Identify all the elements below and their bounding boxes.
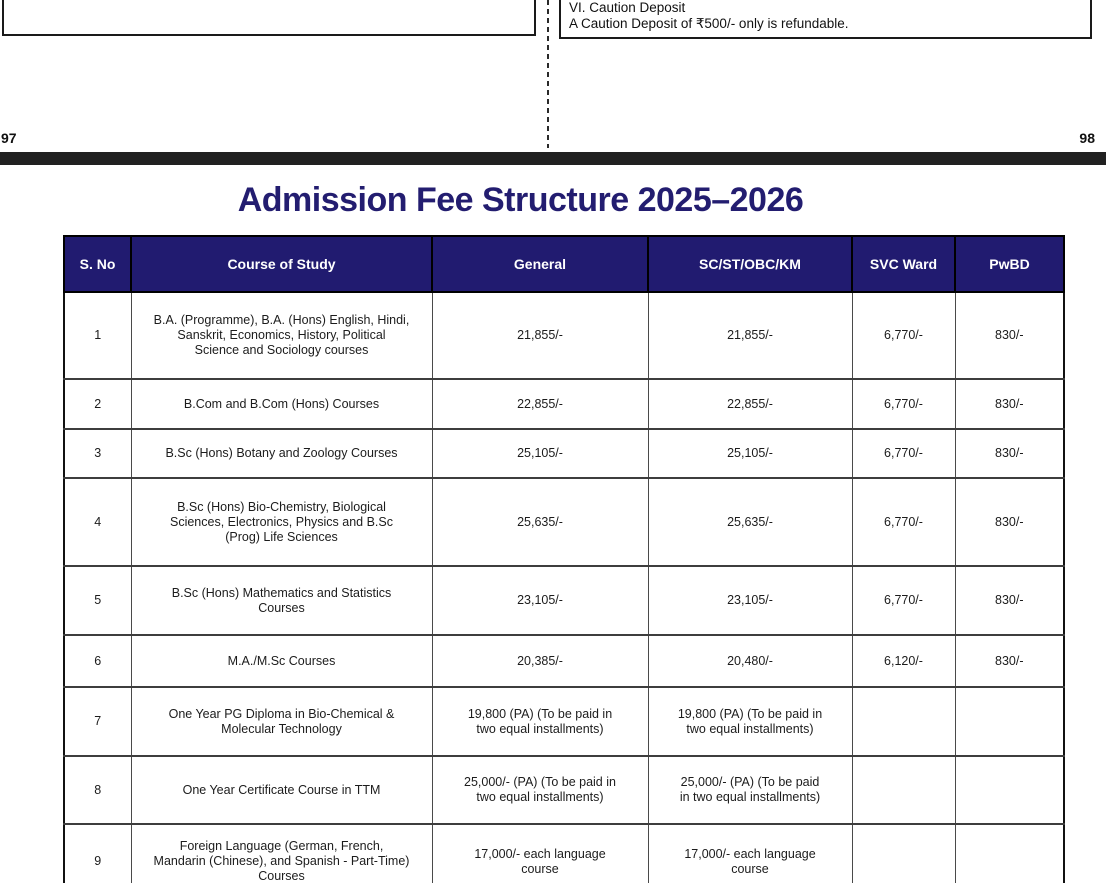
table-row: [64, 379, 1064, 429]
fee-cell: [852, 824, 955, 883]
fee-cell: 6,770/-: [852, 292, 955, 379]
page97-cropped-box: [2, 0, 536, 36]
course-cell: B.A. (Programme), B.A. (Hons) English, Hindi, Sanskrit, Economics, History, Political Science and Sociology courses: [131, 292, 432, 379]
fee-cell: 25,105/-: [648, 429, 852, 478]
caution-deposit-heading: VI. Caution Deposit: [569, 0, 686, 15]
table-row: [64, 478, 1064, 566]
caution-deposit-box: [559, 0, 1092, 39]
serial-cell: 3: [64, 429, 131, 478]
fee-cell: 25,635/-: [432, 478, 648, 566]
fee-cell: [955, 824, 1064, 883]
fee-cell: 25,105/-: [432, 429, 648, 478]
fee-cell: 830/-: [955, 478, 1064, 566]
fee-cell: 6,120/-: [852, 635, 955, 687]
course-cell: B.Sc (Hons) Botany and Zoology Courses: [131, 429, 432, 478]
serial-cell: 4: [64, 478, 131, 566]
previous-pages-strip: [0, 0, 1106, 152]
header-sc-st-obc-km: SC/ST/OBC/KM: [648, 236, 852, 292]
fee-cell: 830/-: [955, 635, 1064, 687]
page-number-98: 98: [1079, 130, 1095, 146]
fee-cell: 20,385/-: [432, 635, 648, 687]
fee-cell: 6,770/-: [852, 566, 955, 635]
serial-cell: 8: [64, 756, 131, 824]
fee-cell: [852, 687, 955, 756]
page-divider-dashed-line: [547, 0, 549, 148]
serial-cell: 9: [64, 824, 131, 883]
serial-cell: 2: [64, 379, 131, 429]
fee-cell: 19,800 (PA) (To be paid in two equal installments): [648, 687, 852, 756]
fee-cell: [955, 687, 1064, 756]
fee-cell: 830/-: [955, 292, 1064, 379]
header-s-no: S. No: [64, 236, 131, 292]
table-row: [64, 756, 1064, 824]
course-cell: B.Sc (Hons) Mathematics and Statistics Courses: [131, 566, 432, 635]
fee-table: [63, 235, 1065, 883]
course-cell: B.Sc (Hons) Bio-Chemistry, Biological Sciences, Electronics, Physics and B.Sc (Prog) Life Sciences: [131, 478, 432, 566]
header-general: General: [432, 236, 648, 292]
fee-cell: 22,855/-: [648, 379, 852, 429]
fee-cell: 6,770/-: [852, 478, 955, 566]
course-cell: M.A./M.Sc Courses: [131, 635, 432, 687]
table-header-row: [64, 236, 1064, 292]
fee-cell: 25,635/-: [648, 478, 852, 566]
table-row: [64, 292, 1064, 379]
header-pwbd: PwBD: [955, 236, 1064, 292]
fee-cell: [955, 756, 1064, 824]
fee-cell: 6,770/-: [852, 379, 955, 429]
fee-cell: 25,000/- (PA) (To be paid in two equal installments): [648, 756, 852, 824]
table-row: [64, 824, 1064, 883]
fee-structure-page: [0, 165, 1106, 883]
page-number-97: 97: [1, 130, 17, 146]
table-row: [64, 687, 1064, 756]
fee-cell: 25,000/- (PA) (To be paid in two equal installments): [432, 756, 648, 824]
fee-cell: 21,855/-: [432, 292, 648, 379]
serial-cell: 7: [64, 687, 131, 756]
fee-cell: 830/-: [955, 379, 1064, 429]
serial-cell: 5: [64, 566, 131, 635]
fee-cell: 23,105/-: [648, 566, 852, 635]
serial-cell: 6: [64, 635, 131, 687]
course-cell: One Year Certificate Course in TTM: [131, 756, 432, 824]
fee-cell: 22,855/-: [432, 379, 648, 429]
table-row: [64, 566, 1064, 635]
course-cell: One Year PG Diploma in Bio-Chemical & Molecular Technology: [131, 687, 432, 756]
serial-cell: 1: [64, 292, 131, 379]
fee-cell: 17,000/- each language course: [432, 824, 648, 883]
fee-cell: 23,105/-: [432, 566, 648, 635]
page-separator-bar: [0, 152, 1106, 165]
course-cell: Foreign Language (German, French, Mandarin (Chinese), and Spanish - Part-Time) Courses: [131, 824, 432, 883]
fee-cell: 20,480/-: [648, 635, 852, 687]
fee-cell: [852, 756, 955, 824]
fee-cell: 830/-: [955, 566, 1064, 635]
caution-deposit-text: A Caution Deposit of ₹500/- only is refundable.: [569, 16, 849, 31]
fee-cell: 830/-: [955, 429, 1064, 478]
header-svc-ward: SVC Ward: [852, 236, 955, 292]
fee-cell: 19,800 (PA) (To be paid in two equal installments): [432, 687, 648, 756]
page-title: Admission Fee Structure 2025–2026: [237, 181, 804, 219]
fee-cell: 21,855/-: [648, 292, 852, 379]
table-row: [64, 635, 1064, 687]
table-row: [64, 429, 1064, 478]
fee-cell: 6,770/-: [852, 429, 955, 478]
fee-cell: 17,000/- each language course: [648, 824, 852, 883]
header-course-of-study: Course of Study: [131, 236, 432, 292]
course-cell: B.Com and B.Com (Hons) Courses: [131, 379, 432, 429]
